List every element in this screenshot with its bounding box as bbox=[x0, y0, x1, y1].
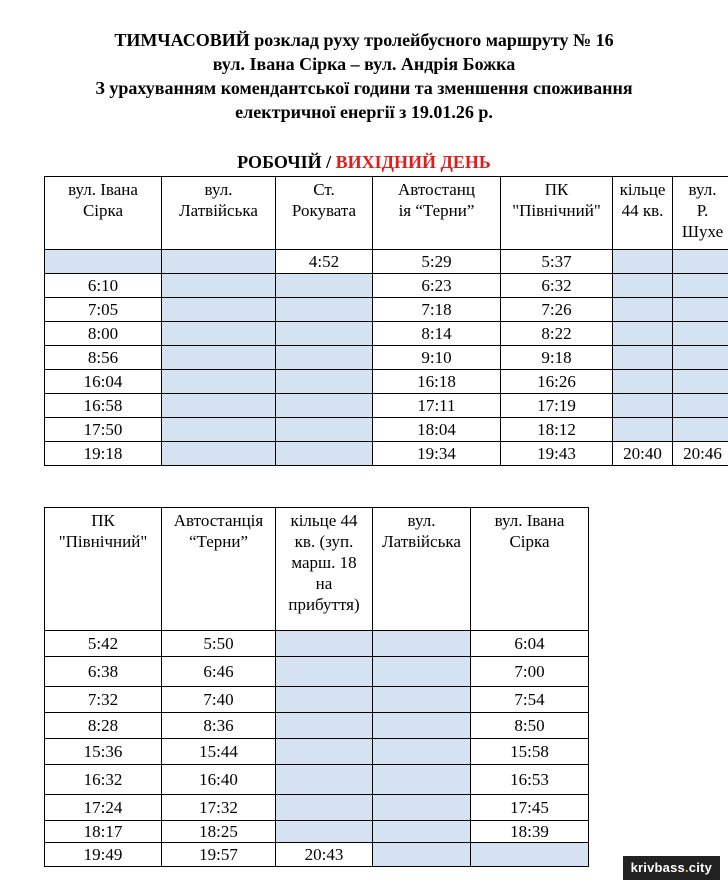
time-cell: 17:32 bbox=[162, 795, 276, 821]
empty-time-cell bbox=[276, 631, 373, 657]
empty-time-cell bbox=[276, 657, 373, 687]
time-cell: 5:37 bbox=[501, 250, 613, 274]
column-header-line: Рокувата bbox=[291, 201, 357, 220]
document-title bbox=[0, 28, 728, 124]
table-row bbox=[45, 370, 728, 394]
column-header-line: Автостанц bbox=[398, 180, 475, 199]
working-day-label: РОБОЧІЙ bbox=[237, 152, 322, 172]
empty-time-cell bbox=[162, 322, 276, 346]
time-cell: 18:04 bbox=[373, 418, 501, 442]
time-cell: 8:14 bbox=[373, 322, 501, 346]
time-cell: 19:34 bbox=[373, 442, 501, 466]
time-cell: 16:58 bbox=[45, 394, 162, 418]
time-cell: 7:05 bbox=[45, 298, 162, 322]
column-header-line: ПК bbox=[91, 511, 115, 530]
table-row bbox=[45, 739, 589, 765]
table-row bbox=[45, 631, 589, 657]
time-cell: 7:26 bbox=[501, 298, 613, 322]
empty-time-cell bbox=[673, 346, 728, 370]
column-header-line: кільце bbox=[619, 180, 666, 199]
time-cell: 15:58 bbox=[471, 739, 589, 765]
empty-time-cell bbox=[373, 739, 471, 765]
time-cell: 17:19 bbox=[501, 394, 613, 418]
time-cell: 8:22 bbox=[501, 322, 613, 346]
time-cell: 16:40 bbox=[162, 765, 276, 795]
column-header-line: Р. bbox=[696, 201, 709, 220]
column-header-line: Шухе bbox=[681, 222, 724, 241]
time-cell: 19:57 bbox=[162, 843, 276, 867]
empty-time-cell bbox=[276, 274, 373, 298]
table-row bbox=[45, 765, 589, 795]
empty-time-cell bbox=[45, 250, 162, 274]
column-header-line: прибуття) bbox=[288, 595, 360, 614]
time-cell: 18:25 bbox=[162, 821, 276, 843]
empty-time-cell bbox=[673, 322, 728, 346]
table-row bbox=[45, 322, 728, 346]
empty-time-cell bbox=[613, 274, 673, 298]
table-row bbox=[45, 418, 728, 442]
empty-time-cell bbox=[276, 370, 373, 394]
schedule-table-outbound bbox=[44, 176, 728, 466]
table-row bbox=[45, 346, 728, 370]
column-header-line: на bbox=[315, 574, 333, 593]
column-header-line: Латвійська bbox=[382, 532, 461, 551]
time-cell: 4:52 bbox=[276, 250, 373, 274]
column-header bbox=[373, 508, 471, 631]
empty-time-cell bbox=[673, 274, 728, 298]
time-cell: 8:36 bbox=[162, 713, 276, 739]
title-line-3: З урахуванням комендантської години та зменшення споживання bbox=[95, 78, 633, 98]
time-cell: 6:04 bbox=[471, 631, 589, 657]
empty-time-cell bbox=[162, 370, 276, 394]
column-header-line: вул. Івана bbox=[494, 511, 565, 530]
empty-time-cell bbox=[162, 418, 276, 442]
empty-time-cell bbox=[373, 843, 471, 867]
empty-time-cell bbox=[373, 821, 471, 843]
krivbass-city-logo bbox=[623, 856, 720, 880]
column-header bbox=[276, 508, 373, 631]
empty-time-cell bbox=[276, 298, 373, 322]
column-header bbox=[613, 177, 673, 250]
day-type-heading bbox=[0, 150, 728, 174]
time-cell: 6:23 bbox=[373, 274, 501, 298]
empty-time-cell bbox=[673, 394, 728, 418]
title-line-4: електричної енергії з 19.01.26 р. bbox=[235, 102, 493, 122]
time-cell: 7:32 bbox=[45, 687, 162, 713]
time-cell: 20:40 bbox=[613, 442, 673, 466]
logo-text-part2: city bbox=[688, 860, 712, 875]
empty-time-cell bbox=[276, 821, 373, 843]
column-header-line: Ст. bbox=[313, 180, 335, 199]
header-row bbox=[45, 508, 589, 631]
empty-time-cell bbox=[162, 274, 276, 298]
column-header-line: “Терни” bbox=[188, 532, 249, 551]
time-cell: 17:50 bbox=[45, 418, 162, 442]
empty-time-cell bbox=[673, 250, 728, 274]
empty-time-cell bbox=[613, 250, 673, 274]
empty-time-cell bbox=[673, 370, 728, 394]
time-cell: 6:38 bbox=[45, 657, 162, 687]
empty-time-cell bbox=[373, 631, 471, 657]
time-cell: 7:54 bbox=[471, 687, 589, 713]
column-header-line: вул. bbox=[204, 180, 233, 199]
table-row bbox=[45, 250, 728, 274]
table-row bbox=[45, 442, 728, 466]
column-header-line: Сірка bbox=[82, 201, 124, 220]
empty-time-cell bbox=[162, 346, 276, 370]
table-row bbox=[45, 298, 728, 322]
empty-time-cell bbox=[373, 765, 471, 795]
empty-time-cell bbox=[276, 765, 373, 795]
column-header bbox=[45, 177, 162, 250]
empty-time-cell bbox=[276, 418, 373, 442]
empty-time-cell bbox=[373, 657, 471, 687]
empty-time-cell bbox=[162, 394, 276, 418]
time-cell: 6:46 bbox=[162, 657, 276, 687]
empty-time-cell bbox=[613, 370, 673, 394]
column-header-line: Сірка bbox=[509, 532, 550, 551]
empty-time-cell bbox=[276, 795, 373, 821]
table-row bbox=[45, 274, 728, 298]
column-header-line: кв. (зуп. bbox=[294, 532, 354, 551]
empty-time-cell bbox=[613, 394, 673, 418]
empty-time-cell bbox=[373, 713, 471, 739]
table-row bbox=[45, 394, 728, 418]
time-cell: 18:39 bbox=[471, 821, 589, 843]
table-row bbox=[45, 687, 589, 713]
header-row bbox=[45, 177, 728, 250]
column-header-line: Латвійська bbox=[179, 201, 258, 220]
schedule-table-return bbox=[44, 507, 589, 867]
time-cell: 19:18 bbox=[45, 442, 162, 466]
empty-time-cell bbox=[162, 250, 276, 274]
column-header-line: вул. bbox=[688, 180, 717, 199]
time-cell: 8:28 bbox=[45, 713, 162, 739]
empty-time-cell bbox=[162, 442, 276, 466]
empty-time-cell bbox=[613, 346, 673, 370]
time-cell: 6:32 bbox=[501, 274, 613, 298]
title-line-2: вул. Івана Сірка – вул. Андрія Божка bbox=[212, 54, 516, 74]
title-line-1: ТИМЧАСОВИЙ розклад руху тролейбусного маршруту № 16 bbox=[114, 30, 614, 50]
time-cell: 16:18 bbox=[373, 370, 501, 394]
time-cell: 7:00 bbox=[471, 657, 589, 687]
weekend-day-label: ВИХІДНИЙ ДЕНЬ bbox=[335, 152, 491, 172]
empty-time-cell bbox=[276, 739, 373, 765]
column-header-line: вул. Івана bbox=[68, 180, 138, 199]
time-cell: 15:36 bbox=[45, 739, 162, 765]
time-cell: 9:18 bbox=[501, 346, 613, 370]
empty-time-cell bbox=[276, 394, 373, 418]
table-row bbox=[45, 713, 589, 739]
time-cell: 8:50 bbox=[471, 713, 589, 739]
table-row bbox=[45, 795, 589, 821]
column-header bbox=[501, 177, 613, 250]
table-row bbox=[45, 821, 589, 843]
empty-time-cell bbox=[276, 713, 373, 739]
column-header bbox=[276, 177, 373, 250]
logo-text-dot: . bbox=[684, 860, 689, 875]
table-row bbox=[45, 843, 589, 867]
time-cell: 8:00 bbox=[45, 322, 162, 346]
time-cell: 7:40 bbox=[162, 687, 276, 713]
time-cell: 18:17 bbox=[45, 821, 162, 843]
column-header-line: вул. bbox=[407, 511, 436, 530]
empty-time-cell bbox=[613, 298, 673, 322]
column-header bbox=[162, 508, 276, 631]
column-header-line: ія “Терни” bbox=[398, 201, 475, 220]
column-header-line: "Північний" bbox=[512, 201, 601, 220]
empty-time-cell bbox=[673, 298, 728, 322]
empty-time-cell bbox=[276, 442, 373, 466]
time-cell: 20:43 bbox=[276, 843, 373, 867]
time-cell: 18:12 bbox=[501, 418, 613, 442]
column-header bbox=[45, 508, 162, 631]
column-header-line: 44 кв. bbox=[621, 201, 664, 220]
empty-time-cell bbox=[613, 418, 673, 442]
column-header-line: "Північний" bbox=[58, 532, 148, 551]
column-header bbox=[162, 177, 276, 250]
empty-time-cell bbox=[471, 843, 589, 867]
time-cell: 17:11 bbox=[373, 394, 501, 418]
time-cell: 17:45 bbox=[471, 795, 589, 821]
empty-time-cell bbox=[162, 298, 276, 322]
empty-time-cell bbox=[373, 795, 471, 821]
empty-time-cell bbox=[276, 687, 373, 713]
time-cell: 16:04 bbox=[45, 370, 162, 394]
time-cell: 20:46 bbox=[673, 442, 728, 466]
column-header-line: Автостанція bbox=[173, 511, 264, 530]
empty-time-cell bbox=[276, 322, 373, 346]
table-row bbox=[45, 657, 589, 687]
day-type-separator: / bbox=[321, 152, 336, 172]
column-header-line: ПК bbox=[544, 180, 569, 199]
empty-time-cell bbox=[276, 346, 373, 370]
time-cell: 5:42 bbox=[45, 631, 162, 657]
time-cell: 7:18 bbox=[373, 298, 501, 322]
time-cell: 5:50 bbox=[162, 631, 276, 657]
time-cell: 17:24 bbox=[45, 795, 162, 821]
time-cell: 19:49 bbox=[45, 843, 162, 867]
time-cell: 8:56 bbox=[45, 346, 162, 370]
time-cell: 16:32 bbox=[45, 765, 162, 795]
column-header-line: марш. 18 bbox=[291, 553, 357, 572]
logo-text-part1: krivbass bbox=[630, 860, 685, 875]
time-cell: 6:10 bbox=[45, 274, 162, 298]
time-cell: 15:44 bbox=[162, 739, 276, 765]
column-header-line: кільце 44 bbox=[290, 511, 358, 530]
time-cell: 9:10 bbox=[373, 346, 501, 370]
time-cell: 19:43 bbox=[501, 442, 613, 466]
empty-time-cell bbox=[613, 322, 673, 346]
column-header bbox=[673, 177, 728, 250]
column-header bbox=[373, 177, 501, 250]
time-cell: 5:29 bbox=[373, 250, 501, 274]
time-cell: 16:53 bbox=[471, 765, 589, 795]
empty-time-cell bbox=[673, 418, 728, 442]
empty-time-cell bbox=[373, 687, 471, 713]
time-cell: 16:26 bbox=[501, 370, 613, 394]
column-header bbox=[471, 508, 589, 631]
